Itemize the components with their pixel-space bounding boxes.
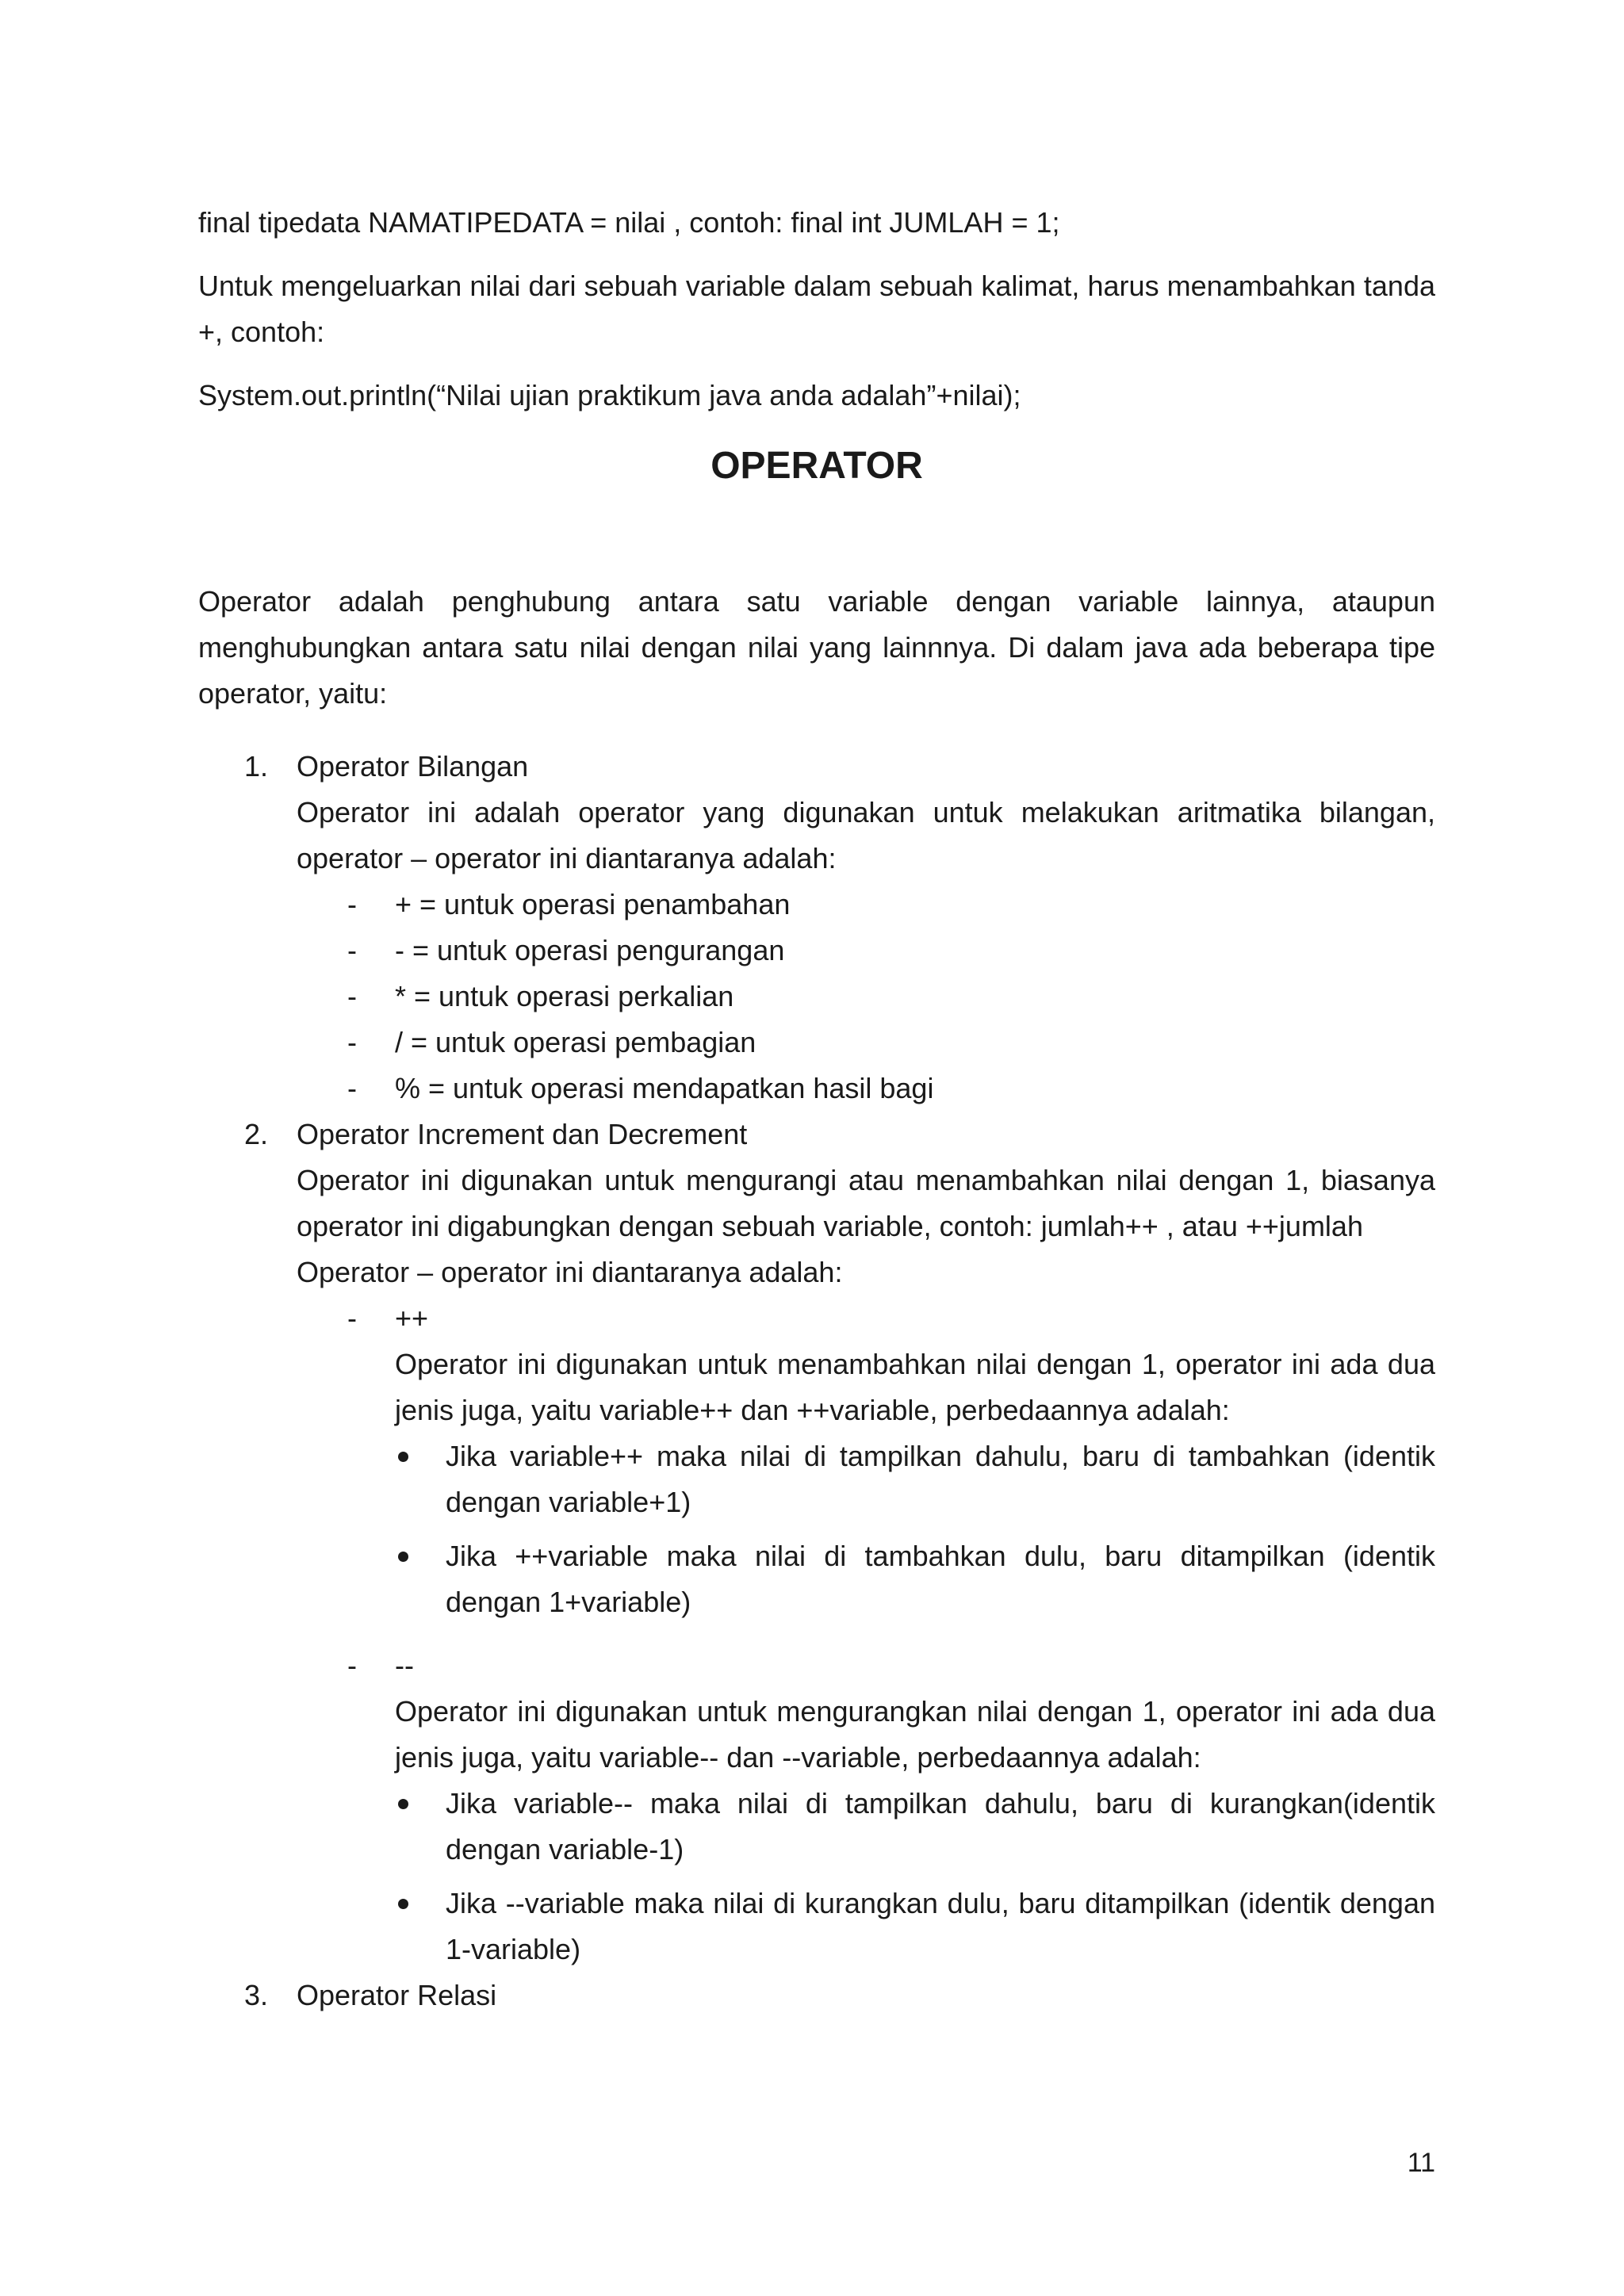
list-number: 3.	[244, 1979, 269, 2011]
dash-item	[198, 1066, 1435, 1112]
list-number: 2.	[244, 1118, 269, 1150]
dash-marker: -	[347, 888, 357, 920]
list-item-title: Operator Increment dan Decrement	[297, 1118, 748, 1150]
list-item-description: Operator ini adalah operator yang digunakan untuk melakukan aritmatika bilangan, operator – operator ini diantaranya adalah:	[297, 796, 1435, 874]
bullet-item	[198, 1433, 1435, 1525]
list-item-title: Operator Bilangan	[297, 750, 529, 783]
dash-marker: -	[347, 980, 357, 1012]
list-item-description-2: Operator – operator ini diantaranya adalah:	[297, 1256, 843, 1288]
dash-marker: -	[347, 1072, 357, 1104]
decrement-description: Operator ini digunakan untuk mengurangkan nilai dengan 1, operator ini ada dua jenis juga, yaitu variable-- dan --variable, perbedaannya adalah:	[395, 1695, 1435, 1774]
bullet-item	[198, 1781, 1435, 1873]
dash-item-text: * = untuk operasi perkalian	[395, 980, 734, 1012]
output-paragraph: Untuk mengeluarkan nilai dari sebuah variable dalam sebuah kalimat, harus menambahkan tanda +, contoh:	[198, 270, 1435, 348]
dash-item-text: % = untuk operasi mendapatkan hasil bagi	[395, 1072, 934, 1104]
bullet-text: Jika variable-- maka nilai di tampilkan dahulu, baru di kurangkan(identik dengan variable-1)	[446, 1787, 1435, 1866]
dash-item-increment	[198, 1295, 1435, 1341]
list-item-operator-bilangan	[198, 744, 1435, 790]
intro-paragraph: Operator adalah penghubung antara satu variable dengan variable lainnya, ataupun menghubungkan antara satu nilai dengan nilai yang lainnnya. Di dalam java ada beberapa tipe operator, yaitu:	[198, 585, 1435, 710]
operator-symbol: ++	[395, 1302, 429, 1334]
list-item-operator-relasi	[198, 1973, 1435, 2019]
list-item-title: Operator Relasi	[297, 1979, 497, 2011]
final-declaration-line: final tipedata NAMATIPEDATA = nilai , contoh: final int JUMLAH = 1;	[198, 206, 1060, 239]
bullet-item	[198, 1881, 1435, 1973]
bullet-text: Jika --variable maka nilai di kurangkan dulu, baru ditampilkan (identik dengan 1-variable)	[446, 1887, 1435, 1965]
page-number: 11	[1407, 2148, 1435, 2178]
increment-description: Operator ini digunakan untuk menambahkan nilai dengan 1, operator ini ada dua jenis juga, yaitu variable++ dan ++variable, perbedaannya adalah:	[395, 1348, 1435, 1426]
dash-item	[198, 882, 1435, 928]
dash-item	[198, 928, 1435, 974]
dash-marker: -	[347, 1302, 357, 1334]
dash-item-text: / = untuk operasi pembagian	[395, 1026, 756, 1058]
dash-marker: -	[347, 1026, 357, 1058]
dash-item	[198, 974, 1435, 1020]
bullet-text: Jika ++variable maka nilai di tambahkan dulu, baru ditampilkan (identik dengan 1+variable)	[446, 1540, 1435, 1618]
page-content	[198, 200, 1435, 2019]
dash-item-text: + = untuk operasi penambahan	[395, 888, 791, 920]
bullet-marker	[398, 1899, 408, 1909]
dash-marker: -	[347, 1649, 357, 1682]
bullet-text: Jika variable++ maka nilai di tampilkan dahulu, baru di tambahkan (identik dengan variable+1)	[446, 1440, 1435, 1518]
println-line: System.out.println(“Nilai ujian praktikum java anda adalah”+nilai);	[198, 379, 1021, 411]
dash-item	[198, 1020, 1435, 1066]
dash-marker: -	[347, 934, 357, 966]
bullet-item	[198, 1533, 1435, 1625]
list-number: 1.	[244, 750, 269, 783]
list-item-operator-increment-decrement	[198, 1112, 1435, 1158]
list-item-description: Operator ini digunakan untuk mengurangi atau menambahkan nilai dengan 1, biasanya operator ini digabungkan dengan sebuah variable, contoh: jumlah++ , atau ++jumlah	[297, 1164, 1435, 1242]
dash-item-text: - = untuk operasi pengurangan	[395, 934, 785, 966]
operator-symbol: --	[395, 1649, 414, 1682]
bullet-marker	[398, 1799, 408, 1809]
dash-item-decrement	[198, 1643, 1435, 1689]
bullet-marker	[398, 1552, 408, 1562]
section-heading: OPERATOR	[710, 445, 923, 487]
bullet-marker	[398, 1452, 408, 1462]
